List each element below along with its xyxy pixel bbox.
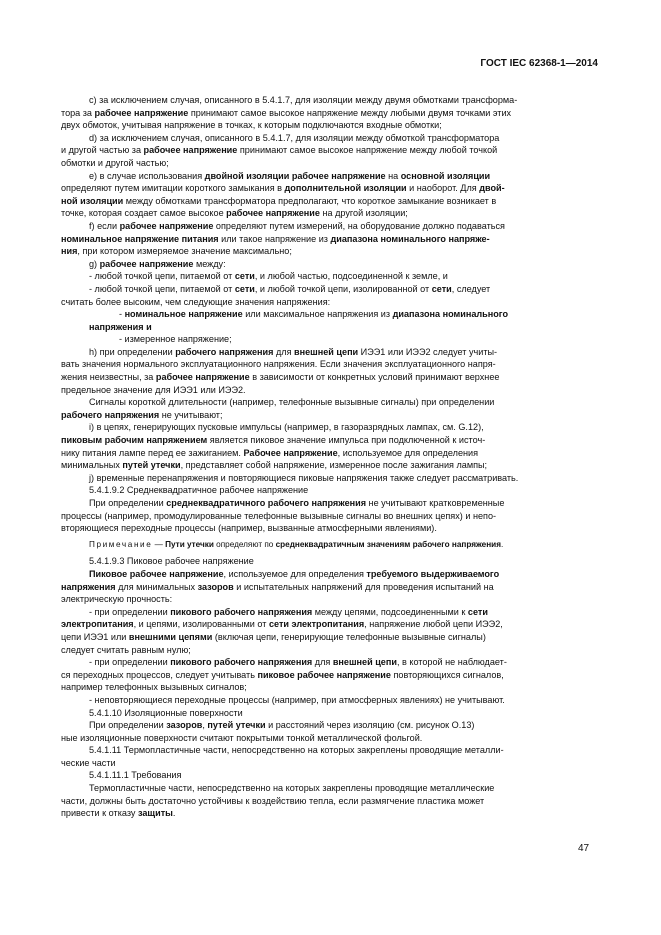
text-line: пиковым рабочим напряжением является пиковое значение импульса при подключенной к источ- (61, 435, 486, 446)
text-line: части, должны быть достаточно устойчивы к воздействию тепла, если размягчение пластика может (61, 795, 485, 806)
text-line: - измеренное напряжение; (119, 334, 232, 345)
text-line: например телефонных вызывных сигналов; (61, 682, 247, 693)
text-line: определяют путем имитации короткого замыкания в дополнительной изоляции и наоборот. Для двой- (61, 183, 505, 194)
text-line: Термопластичные части, непосредственно на которых закреплены проводящие металлические (89, 783, 495, 794)
text-line: - номинальное напряжение или максимальное напряжения из диапазона номинального (119, 309, 509, 320)
section-heading: 5.4.1.10 Изоляционные поверхности (89, 707, 243, 718)
text-line: обмотки и другой частью; (61, 157, 169, 168)
text-line: ния, при котором измеряемое значение максимально; (61, 246, 292, 257)
text-line: Пиковое рабочее напряжение, используемое для определения требуемого выдерживаемого (89, 568, 500, 579)
text-line: цепи ИЭЭ1 или внешними цепями (включая цепи, генерирующие телефонные вызывные сигналы) (61, 631, 486, 642)
text-line: e) в случае использования двойной изоляции рабочее напряжение на основной изоляции (89, 170, 491, 181)
text-line: - любой точкой цепи, питаемой от сети, и любой частью, подсоединенной к земле, и (89, 271, 448, 282)
text-line: ся переходных процессов, следует учитывать пиковое рабочее напряжение повторяющихся сигналов, (61, 669, 504, 680)
text-line: ческие части (61, 757, 116, 768)
text-line: При определении среднеквадратичного рабочего напряжения не учитывают кратковременные (89, 498, 505, 508)
text-line: минимальных путей утечки, представляет собой напряжение, измеренное после зажигания лампы; (61, 460, 488, 471)
text-line: электрическую прочность: (61, 594, 173, 605)
section-heading: 5.4.1.11 Термопластичные части, непосредственно на которых закреплены проводящие металли- (89, 745, 504, 756)
text-line: - при определении пикового рабочего напряжения для внешней цепи, в которой не наблюдает- (89, 657, 507, 668)
section-heading: 5.4.1.9.3 Пиковое рабочее напряжение (89, 556, 254, 567)
text-line: f) если рабочее напряжение определяют путем измерений, на оборудование должно подаваться (89, 220, 505, 231)
text-line: рабочего напряжения не учитывают; (61, 409, 223, 420)
text-line: c) за исключением случая, описанного в 5.4.1.7, для изоляции между двумя обмотками трансформа- (89, 95, 518, 105)
text-line: двух обмоток, учитывая напряжение в точках, к которым подключаются входные обмотки; (61, 120, 442, 131)
text-line: - неповторяющиеся переходные процессы (например, при атмосферных явлениях) не учитывают. (89, 694, 505, 705)
text-line: вторяющиеся переходные процессы (например, вызванные атмосферными явлениями). (61, 523, 437, 534)
note: Примечание — Пути утечки определяют по среднеквадратичным значениям рабочего напряжения. (89, 539, 504, 549)
section-heading: 5.4.1.11.1 Требования (89, 770, 182, 781)
text-line: электропитания, и цепями, изолированными от сети электропитания, напряжение любой цепи ИЭЭ2, (61, 619, 503, 630)
text-line: считать более высоким, чем следующие значения напряжения: (61, 296, 331, 307)
text-line: номинальное напряжение питания или такое напряжение из диапазона номинального напряже- (61, 233, 490, 244)
text-line: j) временные перенапряжения и повторяющиеся пиковые напряжения также следует рассматривать. (89, 472, 519, 483)
document-body (61, 94, 599, 820)
text-line: процессы (например, промодулированные телефонные вызывные сигналы во внешних цепях) и непо- (61, 510, 497, 521)
page-number: 47 (578, 843, 590, 854)
text-line: ной изоляции между обмотками трансформатора предполагают, что короткое замыкание возникает в (61, 195, 497, 206)
standard-header: ГОСТ IEC 62368-1—2014 (480, 58, 598, 69)
text-line: предельное значение для ИЭЭ1 или ИЭЭ2. (61, 384, 246, 395)
text-line: При определении зазоров, путей утечки и расстояний через изоляцию (см. рисунок О.13) (89, 720, 475, 731)
text-line: напряжения для минимальных зазоров и испытательных напряжений для проведения испытаний на (61, 581, 494, 592)
text-line: следует считать равным нулю; (61, 644, 191, 655)
text-line: привести к отказу защиты. (61, 808, 176, 819)
section-heading: 5.4.1.9.2 Среднеквадратичное рабочее напряжение (89, 485, 309, 496)
text-line: нику питания лампе перед ее зажиганием. Рабочее напряжение, используемое для определения (61, 447, 479, 458)
text-line: вать значения нормального эксплуатационного напряжения. Если значения эксплуатационного напря- (61, 359, 496, 370)
text-line: h) при определении рабочего напряжения для внешней цепи ИЭЭ1 или ИЭЭ2 следует учиты- (89, 346, 498, 357)
text-line: жения неизвестны, за рабочее напряжение в зависимости от конкретных условий принимают верхнее (61, 372, 500, 383)
text-line: Сигналы короткой длительности (например, телефонные вызывные сигналы) при определении (89, 397, 495, 408)
text-line: - любой точкой цепи, питаемой от сети, и любой точкой цепи, изолированной от сети, следует (89, 283, 491, 294)
text-line: точке, которая создает самое высокое рабочее напряжение на другой изоляции; (61, 208, 408, 219)
text-line: напряжения и (89, 321, 152, 332)
text-line: i) в цепях, генерирующих пусковые импульсы (например, в газоразрядных лампах, см. G.12), (89, 422, 484, 433)
text-line: g) рабочее напряжение между: (89, 258, 226, 269)
text-line: и другой частью за рабочее напряжение принимают самое высокое напряжение между любой точкой (61, 145, 498, 156)
text-line: - при определении пикового рабочего напряжения между цепями, подсоединенными к сети (89, 606, 488, 617)
text-line: тора за рабочее напряжение принимают самое высокое напряжение между любыми двумя точками этих (61, 107, 512, 118)
text-line: d) за исключением случая, описанного в 5.4.1.7, для изоляции между обмоткой трансформатора (89, 132, 500, 143)
text-line: ные изоляционные поверхности считают покрытыми тонкой металлической фольгой. (61, 732, 423, 743)
